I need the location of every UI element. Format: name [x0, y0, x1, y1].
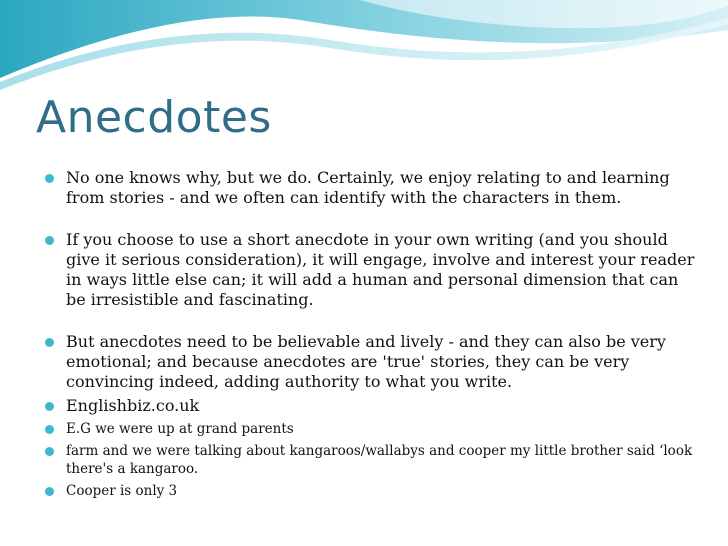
bullet-text: No one knows why, but we do. Certainly, we enjoy relating to and learning from stories - and we often can identify with the characters in them.	[66, 168, 670, 207]
bullet-item	[40, 332, 700, 392]
bullet-item	[40, 168, 700, 208]
bullet-dot-icon	[45, 425, 54, 434]
bullet-item	[40, 420, 700, 438]
bullet-text: Englishbiz.co.uk	[66, 396, 200, 415]
bullet-dot-icon	[45, 487, 54, 496]
bullet-text: But anecdotes need to be believable and lively - and they can also be very emotional; and because anecdotes are 'true' stories, they can be very convincing indeed, adding authority to what you write.	[66, 332, 666, 391]
slide-title: Anecdotes	[36, 92, 272, 143]
bullet-text: farm and we were talking about kangaroos/wallabys and cooper my little brother said ‘look there's a kangaroo.	[66, 443, 693, 477]
bullet-dot-icon	[45, 447, 54, 456]
bullet-dot-icon	[45, 402, 54, 411]
bullet-dot-icon	[45, 174, 54, 183]
bullet-item	[40, 482, 700, 500]
bullet-text: If you choose to use a short anecdote in your own writing (and you should give it serious consideration), it will engage, involve and interest your reader in ways little else can; it will add a human and personal dimension that can be irresistible and fascinating.	[66, 230, 695, 309]
bullet-item	[40, 230, 700, 310]
bullet-dot-icon	[45, 236, 54, 245]
bullet-dot-icon	[45, 338, 54, 347]
header-wave-decoration	[0, 0, 728, 90]
bullet-item	[40, 396, 700, 416]
bullet-text: Cooper is only 3	[66, 483, 178, 499]
bullet-list	[40, 168, 700, 500]
bullet-item	[40, 442, 700, 478]
bullet-text: E.G we were up at grand parents	[66, 421, 294, 437]
